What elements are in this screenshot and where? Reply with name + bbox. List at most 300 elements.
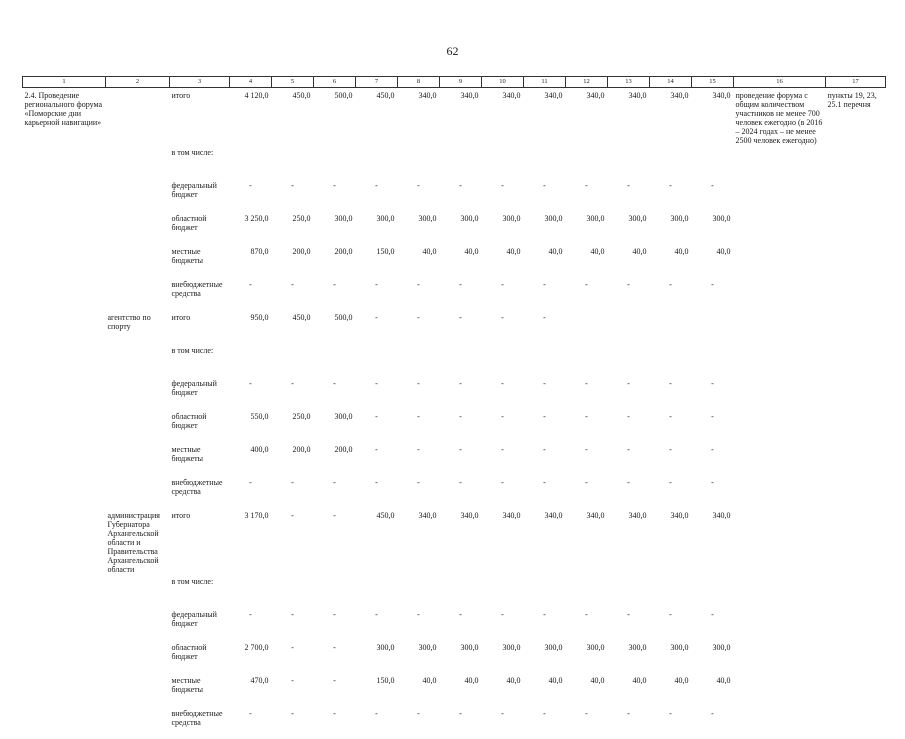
event-reference: пункты 19, 23, 25.1 перечня bbox=[827, 91, 877, 109]
value-cell: 300,0 bbox=[334, 214, 353, 223]
value-cell: - bbox=[417, 445, 420, 454]
value-cell: 400,0 bbox=[250, 445, 269, 454]
funding-source-cell: областной бюджет bbox=[171, 412, 207, 430]
executor-cell bbox=[106, 607, 170, 640]
event-name-cell bbox=[23, 343, 106, 376]
executor-cell bbox=[106, 475, 170, 508]
value-cell bbox=[692, 343, 734, 376]
value-cell: - bbox=[417, 478, 420, 487]
reference-cell bbox=[826, 409, 886, 442]
value-cell bbox=[440, 145, 482, 178]
value-cell: - bbox=[543, 709, 546, 718]
result-cell bbox=[734, 640, 826, 673]
value-cell: - bbox=[585, 709, 588, 718]
column-number-row bbox=[23, 77, 886, 88]
value-cell: - bbox=[711, 280, 714, 289]
column-header: 3 bbox=[170, 77, 230, 88]
executor-cell bbox=[106, 211, 170, 244]
value-cell: 470,0 bbox=[250, 676, 269, 685]
value-cell: - bbox=[459, 445, 462, 454]
value-cell: 40,0 bbox=[506, 676, 521, 685]
value-cell: - bbox=[375, 445, 378, 454]
value-cell: 40,0 bbox=[422, 676, 437, 685]
result-cell bbox=[734, 178, 826, 211]
event-name-cell bbox=[23, 706, 106, 739]
value-cell: 40,0 bbox=[716, 247, 731, 256]
value-cell: - bbox=[333, 676, 336, 685]
result-cell bbox=[734, 673, 826, 706]
value-cell: - bbox=[459, 181, 462, 190]
value-cell bbox=[356, 343, 398, 376]
executor-cell bbox=[106, 574, 170, 607]
value-cell: - bbox=[375, 478, 378, 487]
funding-source-cell: внебюджетные средства bbox=[171, 478, 223, 496]
value-cell: - bbox=[711, 181, 714, 190]
funding-source-cell: областной бюджет bbox=[171, 214, 207, 232]
result-cell bbox=[734, 211, 826, 244]
value-cell: - bbox=[501, 478, 504, 487]
value-cell: 40,0 bbox=[422, 247, 437, 256]
value-cell: 340,0 bbox=[544, 91, 563, 100]
value-cell: - bbox=[333, 709, 336, 718]
value-cell: 300,0 bbox=[376, 214, 395, 223]
column-header: 10 bbox=[482, 77, 524, 88]
value-cell: - bbox=[375, 610, 378, 619]
funding-source-cell: итого bbox=[171, 91, 191, 100]
value-cell bbox=[692, 574, 734, 607]
value-cell: 4 120,0 bbox=[244, 91, 269, 100]
value-cell bbox=[524, 574, 566, 607]
column-header: 8 bbox=[398, 77, 440, 88]
event-name-cell bbox=[23, 244, 106, 277]
value-cell bbox=[230, 343, 272, 376]
column-header: 15 bbox=[692, 77, 734, 88]
value-cell: - bbox=[459, 478, 462, 487]
value-cell: - bbox=[627, 445, 630, 454]
executor-cell bbox=[106, 88, 170, 146]
value-cell: - bbox=[501, 610, 504, 619]
value-cell bbox=[524, 343, 566, 376]
value-cell: - bbox=[711, 412, 714, 421]
event-name-cell bbox=[23, 88, 106, 146]
value-cell: - bbox=[291, 676, 294, 685]
value-cell: 40,0 bbox=[674, 676, 689, 685]
funding-source-cell: федеральный бюджет bbox=[171, 181, 217, 199]
value-cell bbox=[524, 145, 566, 178]
executor-cell bbox=[106, 706, 170, 739]
value-cell: - bbox=[375, 412, 378, 421]
column-header: 13 bbox=[608, 77, 650, 88]
reference-cell bbox=[826, 244, 886, 277]
result-cell bbox=[734, 343, 826, 376]
value-cell: - bbox=[417, 610, 420, 619]
value-cell: - bbox=[375, 181, 378, 190]
value-cell bbox=[356, 145, 398, 178]
value-cell: 500,0 bbox=[334, 91, 353, 100]
event-name-cell bbox=[23, 508, 106, 574]
value-cell: 450,0 bbox=[376, 511, 395, 520]
executor-cell bbox=[106, 376, 170, 409]
value-cell: - bbox=[291, 379, 294, 388]
value-cell: - bbox=[333, 478, 336, 487]
value-cell: - bbox=[291, 643, 294, 652]
value-cell: 340,0 bbox=[628, 511, 647, 520]
value-cell: - bbox=[627, 412, 630, 421]
result-cell bbox=[734, 706, 826, 739]
value-cell bbox=[230, 574, 272, 607]
value-cell: 340,0 bbox=[502, 511, 521, 520]
value-cell bbox=[398, 343, 440, 376]
executor-cell bbox=[106, 343, 170, 376]
value-cell: 200,0 bbox=[292, 445, 311, 454]
event-name-cell bbox=[23, 376, 106, 409]
value-cell: 300,0 bbox=[460, 214, 479, 223]
column-header: 16 bbox=[734, 77, 826, 88]
value-cell bbox=[650, 145, 692, 178]
column-header: 2 bbox=[106, 77, 170, 88]
value-cell: 500,0 bbox=[334, 313, 353, 322]
value-cell: - bbox=[333, 610, 336, 619]
value-cell bbox=[692, 145, 734, 178]
value-cell bbox=[650, 310, 692, 343]
reference-cell bbox=[826, 508, 886, 574]
value-cell: - bbox=[249, 478, 252, 487]
result-cell bbox=[734, 508, 826, 574]
funding-source-cell: итого bbox=[171, 511, 191, 520]
result-cell bbox=[734, 376, 826, 409]
value-cell: - bbox=[543, 412, 546, 421]
value-cell: - bbox=[501, 181, 504, 190]
column-header: 7 bbox=[356, 77, 398, 88]
value-cell: 200,0 bbox=[334, 445, 353, 454]
value-cell: - bbox=[669, 181, 672, 190]
value-cell bbox=[272, 145, 314, 178]
value-cell bbox=[356, 574, 398, 607]
value-cell: - bbox=[417, 379, 420, 388]
value-cell bbox=[482, 145, 524, 178]
value-cell bbox=[482, 574, 524, 607]
result-cell bbox=[734, 277, 826, 310]
funding-source-cell: федеральный бюджет bbox=[171, 610, 217, 628]
value-cell: 300,0 bbox=[712, 643, 731, 652]
value-cell: - bbox=[669, 280, 672, 289]
value-cell: - bbox=[249, 181, 252, 190]
value-cell: 340,0 bbox=[670, 511, 689, 520]
value-cell: 300,0 bbox=[334, 412, 353, 421]
reference-cell bbox=[826, 310, 886, 343]
value-cell: - bbox=[711, 379, 714, 388]
value-cell: - bbox=[585, 445, 588, 454]
value-cell: 300,0 bbox=[502, 643, 521, 652]
value-cell: 950,0 bbox=[250, 313, 269, 322]
value-cell bbox=[272, 343, 314, 376]
event-name-cell bbox=[23, 145, 106, 178]
value-cell: - bbox=[669, 412, 672, 421]
reference-cell bbox=[826, 88, 886, 146]
executor-cell bbox=[106, 640, 170, 673]
reference-cell bbox=[826, 277, 886, 310]
value-cell bbox=[566, 145, 608, 178]
value-cell: 200,0 bbox=[292, 247, 311, 256]
value-cell: - bbox=[459, 412, 462, 421]
value-cell: - bbox=[333, 181, 336, 190]
reference-cell bbox=[826, 343, 886, 376]
funding-source-cell: в том числе: bbox=[171, 148, 214, 157]
value-cell: 300,0 bbox=[376, 643, 395, 652]
event-name: 2.4. Проведение регионального форума «Поморские дни карьерной навигации» bbox=[24, 91, 103, 127]
value-cell: 340,0 bbox=[544, 511, 563, 520]
result-cell bbox=[734, 310, 826, 343]
value-cell: 40,0 bbox=[590, 676, 605, 685]
column-header: 12 bbox=[566, 77, 608, 88]
result-cell bbox=[734, 88, 826, 146]
result-cell bbox=[734, 409, 826, 442]
value-cell bbox=[314, 145, 356, 178]
value-cell: - bbox=[585, 379, 588, 388]
table-row bbox=[23, 145, 886, 178]
event-name-cell bbox=[23, 673, 106, 706]
column-header: 5 bbox=[272, 77, 314, 88]
table-row bbox=[23, 673, 886, 706]
column-header: 1 bbox=[23, 77, 106, 88]
value-cell: - bbox=[291, 181, 294, 190]
value-cell: 300,0 bbox=[712, 214, 731, 223]
table-row bbox=[23, 343, 886, 376]
page-number: 62 bbox=[446, 44, 459, 58]
value-cell: - bbox=[501, 709, 504, 718]
reference-cell bbox=[826, 442, 886, 475]
value-cell: - bbox=[543, 181, 546, 190]
value-cell: - bbox=[669, 709, 672, 718]
value-cell: - bbox=[417, 412, 420, 421]
reference-cell bbox=[826, 211, 886, 244]
value-cell: - bbox=[291, 280, 294, 289]
value-cell bbox=[650, 574, 692, 607]
event-name-cell bbox=[23, 277, 106, 310]
executor-cell bbox=[106, 244, 170, 277]
value-cell: - bbox=[459, 379, 462, 388]
value-cell: - bbox=[585, 412, 588, 421]
column-header: 14 bbox=[650, 77, 692, 88]
value-cell: 340,0 bbox=[712, 91, 731, 100]
value-cell: - bbox=[543, 313, 546, 322]
value-cell: - bbox=[669, 610, 672, 619]
value-cell: - bbox=[543, 610, 546, 619]
executor-cell bbox=[106, 178, 170, 211]
value-cell: 340,0 bbox=[418, 511, 437, 520]
value-cell: - bbox=[669, 379, 672, 388]
value-cell bbox=[608, 145, 650, 178]
value-cell: - bbox=[669, 478, 672, 487]
value-cell: 40,0 bbox=[590, 247, 605, 256]
value-cell: 340,0 bbox=[712, 511, 731, 520]
table-row bbox=[23, 277, 886, 310]
value-cell: 3 250,0 bbox=[244, 214, 269, 223]
event-result: проведение форума с общим количеством участников не менее 700 человек ежегодно (в 2016 – 2024 годах – не менее 2500 человек ежегодно) bbox=[735, 91, 823, 145]
value-cell: 340,0 bbox=[586, 91, 605, 100]
value-cell bbox=[398, 145, 440, 178]
value-cell: 40,0 bbox=[674, 247, 689, 256]
value-cell: 300,0 bbox=[670, 643, 689, 652]
value-cell: 200,0 bbox=[334, 247, 353, 256]
value-cell: - bbox=[375, 709, 378, 718]
value-cell: - bbox=[711, 610, 714, 619]
table-row bbox=[23, 88, 886, 146]
value-cell: - bbox=[627, 709, 630, 718]
value-cell: - bbox=[585, 610, 588, 619]
value-cell: - bbox=[333, 511, 336, 520]
value-cell: 40,0 bbox=[464, 247, 479, 256]
table-row bbox=[23, 508, 886, 574]
funding-source-cell: федеральный бюджет bbox=[171, 379, 217, 397]
value-cell: - bbox=[585, 478, 588, 487]
value-cell: - bbox=[459, 610, 462, 619]
table-row bbox=[23, 409, 886, 442]
value-cell: - bbox=[375, 313, 378, 322]
value-cell: 40,0 bbox=[506, 247, 521, 256]
value-cell: - bbox=[417, 709, 420, 718]
value-cell: - bbox=[417, 181, 420, 190]
value-cell: 40,0 bbox=[632, 247, 647, 256]
value-cell: 340,0 bbox=[502, 91, 521, 100]
value-cell: 340,0 bbox=[460, 511, 479, 520]
reference-cell bbox=[826, 706, 886, 739]
value-cell: - bbox=[543, 280, 546, 289]
value-cell: - bbox=[627, 379, 630, 388]
value-cell: 2 700,0 bbox=[244, 643, 269, 652]
value-cell: 450,0 bbox=[292, 91, 311, 100]
value-cell: 40,0 bbox=[548, 676, 563, 685]
value-cell: 40,0 bbox=[548, 247, 563, 256]
value-cell: - bbox=[711, 445, 714, 454]
value-cell: 450,0 bbox=[376, 91, 395, 100]
value-cell bbox=[440, 574, 482, 607]
value-cell: - bbox=[333, 379, 336, 388]
value-cell: - bbox=[627, 478, 630, 487]
value-cell: - bbox=[375, 280, 378, 289]
funding-source-cell: внебюджетные средства bbox=[171, 280, 223, 298]
result-cell bbox=[734, 574, 826, 607]
value-cell: 40,0 bbox=[632, 676, 647, 685]
value-cell: 250,0 bbox=[292, 214, 311, 223]
value-cell bbox=[566, 574, 608, 607]
value-cell: 250,0 bbox=[292, 412, 311, 421]
reference-cell bbox=[826, 475, 886, 508]
value-cell: 3 170,0 bbox=[244, 511, 269, 520]
value-cell bbox=[482, 343, 524, 376]
value-cell: - bbox=[627, 181, 630, 190]
value-cell: - bbox=[501, 379, 504, 388]
value-cell bbox=[566, 343, 608, 376]
value-cell: - bbox=[249, 709, 252, 718]
column-header: 4 bbox=[230, 77, 272, 88]
value-cell: - bbox=[291, 511, 294, 520]
value-cell: - bbox=[543, 379, 546, 388]
value-cell: - bbox=[459, 313, 462, 322]
value-cell bbox=[314, 574, 356, 607]
value-cell: 40,0 bbox=[716, 676, 731, 685]
executor-cell bbox=[106, 409, 170, 442]
value-cell: 150,0 bbox=[376, 247, 395, 256]
funding-source-cell: местные бюджеты bbox=[171, 676, 204, 694]
value-cell: - bbox=[585, 280, 588, 289]
event-name-cell bbox=[23, 211, 106, 244]
value-cell: 300,0 bbox=[670, 214, 689, 223]
value-cell: - bbox=[249, 280, 252, 289]
reference-cell bbox=[826, 574, 886, 607]
value-cell: - bbox=[501, 412, 504, 421]
result-cell bbox=[734, 145, 826, 178]
funding-source-cell: в том числе: bbox=[171, 577, 214, 586]
funding-source-cell: итого bbox=[171, 313, 191, 322]
value-cell: - bbox=[291, 478, 294, 487]
value-cell: 340,0 bbox=[418, 91, 437, 100]
value-cell: 300,0 bbox=[418, 643, 437, 652]
value-cell: - bbox=[543, 445, 546, 454]
column-header: 11 bbox=[524, 77, 566, 88]
result-cell bbox=[734, 244, 826, 277]
executor-cell: агентство по спорту bbox=[107, 313, 151, 331]
value-cell bbox=[608, 310, 650, 343]
value-cell: 340,0 bbox=[586, 511, 605, 520]
value-cell bbox=[314, 343, 356, 376]
event-name-cell bbox=[23, 310, 106, 343]
value-cell bbox=[692, 310, 734, 343]
table-row bbox=[23, 178, 886, 211]
event-name-cell bbox=[23, 178, 106, 211]
table-row bbox=[23, 211, 886, 244]
value-cell: 300,0 bbox=[460, 643, 479, 652]
table-row bbox=[23, 574, 886, 607]
value-cell: - bbox=[291, 610, 294, 619]
value-cell: - bbox=[417, 313, 420, 322]
value-cell: - bbox=[669, 445, 672, 454]
value-cell: - bbox=[291, 709, 294, 718]
event-name-cell bbox=[23, 607, 106, 640]
value-cell bbox=[566, 310, 608, 343]
table-row bbox=[23, 244, 886, 277]
column-header: 6 bbox=[314, 77, 356, 88]
column-header: 9 bbox=[440, 77, 482, 88]
value-cell bbox=[230, 145, 272, 178]
value-cell: 300,0 bbox=[418, 214, 437, 223]
value-cell: - bbox=[459, 280, 462, 289]
executor-cell: администрация Губернатора Архангельской области и Правительства Архангельской области bbox=[107, 511, 160, 574]
value-cell: - bbox=[501, 313, 504, 322]
value-cell: - bbox=[627, 280, 630, 289]
value-cell: - bbox=[417, 280, 420, 289]
value-cell: 150,0 bbox=[376, 676, 395, 685]
value-cell: 300,0 bbox=[628, 214, 647, 223]
event-name-cell bbox=[23, 640, 106, 673]
executor-cell bbox=[106, 145, 170, 178]
value-cell: - bbox=[375, 379, 378, 388]
value-cell: - bbox=[249, 610, 252, 619]
value-cell: - bbox=[249, 379, 252, 388]
value-cell: 300,0 bbox=[586, 643, 605, 652]
funding-source-cell: местные бюджеты bbox=[171, 247, 204, 265]
value-cell: - bbox=[711, 478, 714, 487]
reference-cell bbox=[826, 607, 886, 640]
result-cell bbox=[734, 475, 826, 508]
reference-cell bbox=[826, 673, 886, 706]
value-cell: 300,0 bbox=[586, 214, 605, 223]
value-cell bbox=[272, 574, 314, 607]
value-cell: 870,0 bbox=[250, 247, 269, 256]
value-cell bbox=[440, 343, 482, 376]
value-cell: - bbox=[585, 181, 588, 190]
value-cell: - bbox=[333, 643, 336, 652]
